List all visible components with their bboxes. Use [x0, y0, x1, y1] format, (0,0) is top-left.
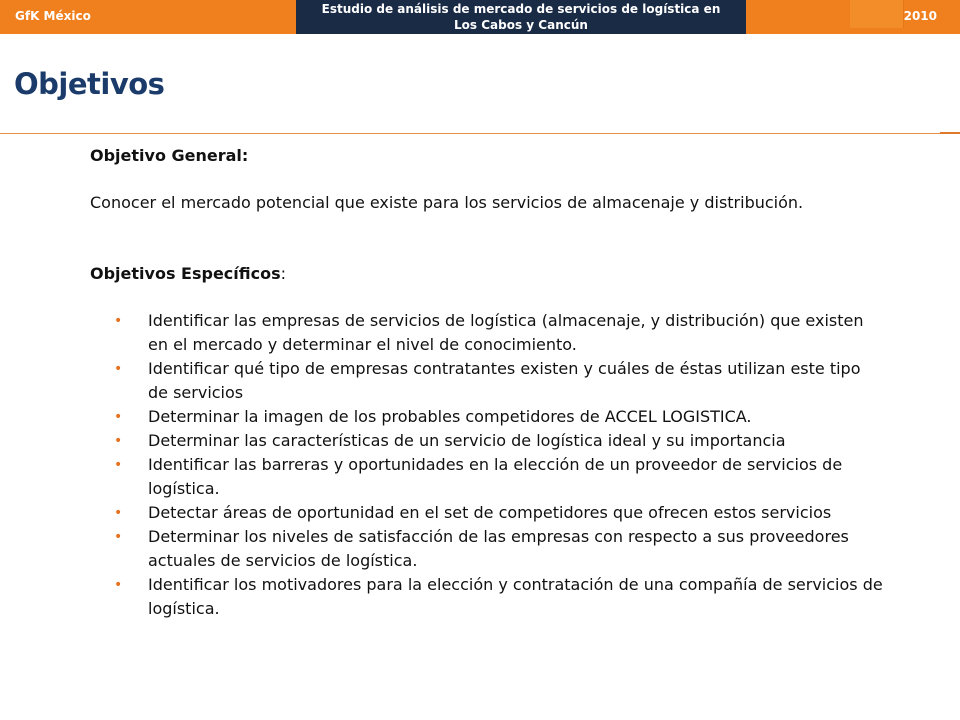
- list-item: [90, 405, 920, 429]
- list-item: [90, 525, 920, 573]
- list-item: [90, 453, 920, 501]
- list-item-line: Identificar los motivadores para la elección y contratación de una compañía de servicios de: [148, 575, 883, 594]
- header-bar: [0, 0, 960, 34]
- list-item: [90, 309, 920, 357]
- list-item-line: en el mercado y determinar el nivel de conocimiento.: [148, 335, 577, 354]
- bullet-icon: •: [114, 361, 123, 377]
- divider-accent: [940, 132, 960, 134]
- general-objective-heading: Objetivo General:: [90, 146, 249, 165]
- list-item-line: Determinar los niveles de satisfacción de las empresas con respecto a sus proveedores: [148, 527, 849, 546]
- list-item-line: Identificar las barreras y oportunidades en la elección de un proveedor de servicios de: [148, 455, 843, 474]
- list-item: [90, 357, 920, 405]
- specific-objectives-heading-colon: :: [280, 264, 287, 283]
- objectives-content: [90, 145, 920, 621]
- specific-objectives-heading-text: Objetivos Específicos: [90, 264, 281, 283]
- list-item: [90, 429, 920, 453]
- list-item-line: logística.: [148, 479, 220, 498]
- bullet-icon: •: [114, 433, 123, 449]
- header-accent-block: [850, 0, 904, 28]
- list-item: [90, 573, 920, 621]
- list-item-line: Detectar áreas de oportunidad en el set de competidores que ofrecen estos servicios: [148, 503, 832, 522]
- specific-objectives-heading: [90, 263, 920, 285]
- specific-objectives-list: [90, 309, 920, 621]
- list-item-line: Determinar la imagen de los probables competidores de ACCEL LOGISTICA.: [148, 407, 752, 426]
- list-item-line: Determinar las características de un servicio de logística ideal y su importancia: [148, 431, 786, 450]
- general-objective-text: Conocer el mercado potencial que existe para los servicios de almacenaje y distribución.: [90, 193, 804, 212]
- page-title: Objetivos: [14, 67, 165, 101]
- bullet-icon: •: [114, 457, 123, 473]
- title-divider: [0, 133, 960, 134]
- brand-label: GfK México: [15, 9, 91, 23]
- list-item-line: Identificar qué tipo de empresas contratantes existen y cuáles de éstas utilizan este tipo: [148, 359, 861, 378]
- header-right-panel: [746, 0, 960, 34]
- bullet-icon: •: [114, 409, 123, 425]
- bullet-icon: •: [114, 529, 123, 545]
- year-label: 2010: [903, 9, 937, 23]
- list-item-line: actuales de servicios de logística.: [148, 551, 418, 570]
- study-title-panel: [296, 0, 746, 34]
- list-item-line: de servicios: [148, 383, 244, 402]
- header-left-panel: [0, 0, 296, 34]
- bullet-icon: •: [114, 313, 123, 329]
- list-item: [90, 501, 920, 525]
- bullet-icon: •: [114, 577, 123, 593]
- list-item-line: Identificar las empresas de servicios de logística (almacenaje, y distribución) que existen: [148, 311, 864, 330]
- list-item-line: logística.: [148, 599, 220, 618]
- study-title-line-1: Estudio de análisis de mercado de servicios de logística en: [321, 2, 721, 16]
- study-title-line-2: Los Cabos y Cancún: [454, 18, 588, 32]
- bullet-icon: •: [114, 505, 123, 521]
